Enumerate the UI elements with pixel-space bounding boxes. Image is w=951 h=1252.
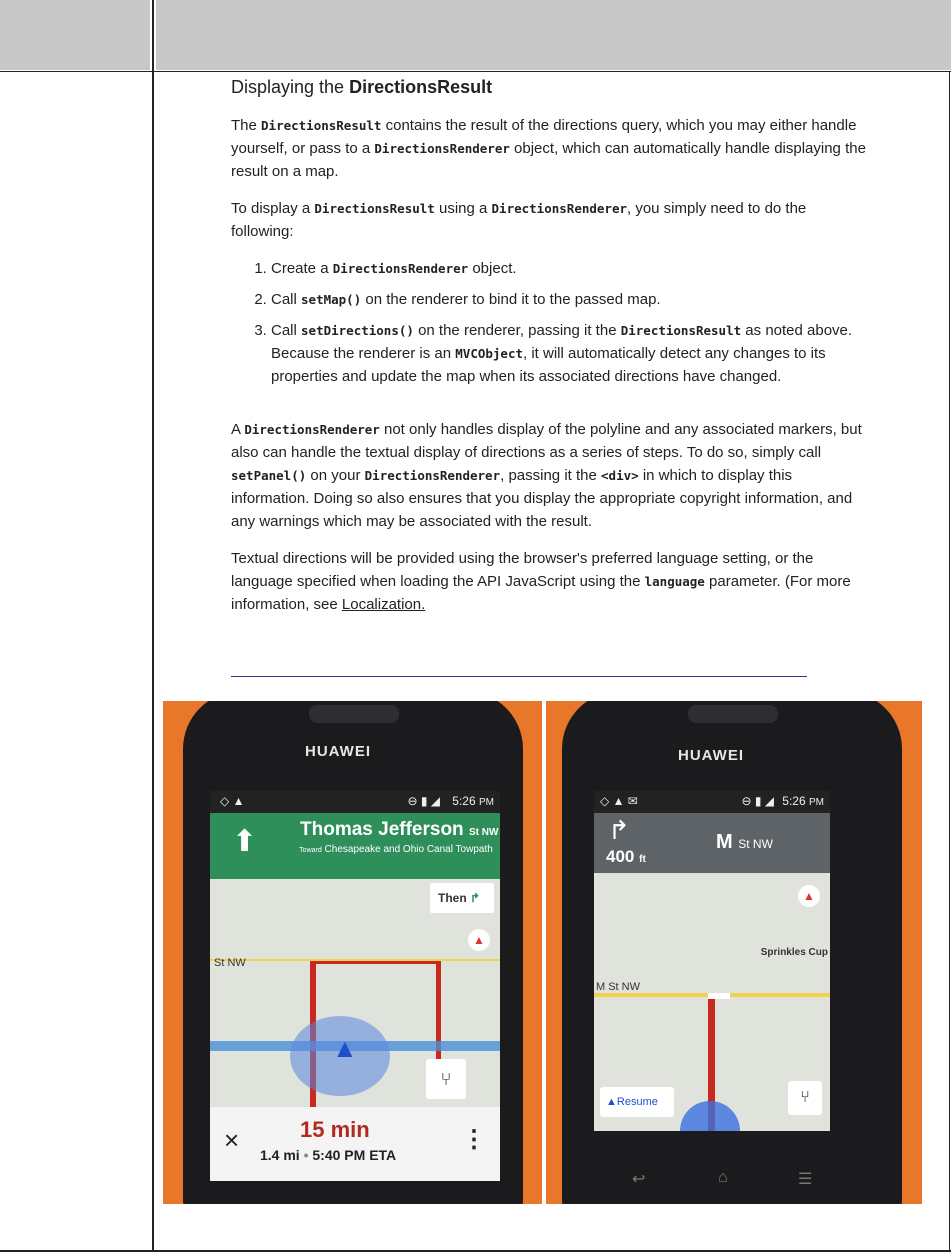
- text-run: on your: [306, 467, 365, 484]
- inline-code: DirectionsResult: [314, 201, 435, 216]
- inline-code: DirectionsRenderer: [374, 141, 510, 156]
- table-column-divider: [152, 0, 154, 1252]
- resume-button[interactable]: ▲Resume: [600, 1087, 674, 1117]
- step-item-3: [271, 319, 871, 388]
- status-time: 5:26 PM: [782, 794, 824, 808]
- text-run: in which to display this information. Doing so also ensures that you display the appropriate copyright information, and any warnings which may be associated with the result.: [231, 467, 853, 530]
- speaker-grille: [688, 705, 778, 723]
- poi-label: Sprinkles Cup: [760, 947, 828, 958]
- route-turn: [708, 993, 730, 999]
- phone-screen: [594, 791, 830, 1131]
- text-run: parameter. (For more information, see: [231, 573, 851, 613]
- step-item-2: [271, 288, 871, 311]
- compass-icon[interactable]: ▲: [468, 929, 490, 951]
- menu-icon[interactable]: ☰: [798, 1171, 813, 1188]
- separator-line: [231, 676, 807, 677]
- inline-code: language: [644, 574, 705, 589]
- text-run: , it will automatically detect any changes to its properties and update the map when its associated directions have changed.: [271, 345, 826, 385]
- table-header-cell-right: [156, 0, 951, 70]
- brand-logo: HUAWEI: [305, 743, 371, 760]
- table-row-divider: [0, 71, 951, 72]
- text-run: Call: [271, 322, 302, 339]
- road-yellow: [210, 959, 500, 961]
- compass-icon[interactable]: ▲: [798, 885, 820, 907]
- phone-photo-left: [163, 701, 542, 1204]
- turn-right-icon: ↱: [470, 891, 481, 905]
- heading-code-term: DirectionsResult: [349, 77, 493, 97]
- step-item-1: [271, 257, 871, 280]
- article-heading: Displaying the DirectionsResult: [231, 77, 493, 97]
- steps-list: [231, 257, 871, 388]
- phone-screen: [210, 791, 500, 1181]
- text-run: on the renderer to bind it to the passed map.: [361, 291, 661, 308]
- table-right-border: [949, 71, 950, 1252]
- article-excerpt: [231, 74, 871, 630]
- navigation-arrow-icon: ▲: [606, 1096, 617, 1108]
- navigation-arrow-icon: ▲: [332, 1033, 358, 1063]
- route-options-icon[interactable]: ⑂: [426, 1059, 466, 1099]
- paragraph-3: [231, 418, 871, 533]
- inline-code: DirectionsRenderer: [491, 201, 627, 216]
- text-run: Call: [271, 291, 302, 308]
- paragraph-2: [231, 197, 871, 243]
- location-accuracy-circle: [680, 1101, 740, 1131]
- inline-code: DirectionsResult: [261, 118, 382, 133]
- eta-minutes: 15 min: [300, 1117, 370, 1142]
- street-name: Thomas Jefferson St NW: [300, 819, 499, 840]
- inline-code: DirectionsRenderer: [244, 422, 380, 437]
- text-run: , you simply need to do the following:: [231, 200, 807, 240]
- toward-text: Toward Chesapeake and Ohio Canal Towpath: [299, 844, 493, 855]
- text-run: A: [231, 421, 245, 438]
- inline-code: DirectionsResult: [620, 323, 742, 338]
- phone-body: [562, 701, 902, 1204]
- arrow-up-icon: ⬆: [232, 825, 258, 858]
- trip-details: 1.4 mi • 5:40 PM ETA: [260, 1147, 397, 1163]
- street-name: M St NW: [716, 831, 773, 853]
- inline-code: DirectionsRenderer: [364, 468, 501, 483]
- distance-to-turn: 400 ft: [606, 847, 646, 866]
- close-icon[interactable]: ×: [224, 1125, 240, 1155]
- text-run: on the renderer, passing it the: [413, 322, 621, 339]
- table-header-cell-left: [0, 0, 150, 70]
- route-options-icon[interactable]: ⑂: [788, 1081, 822, 1115]
- home-icon[interactable]: ⌂: [718, 1169, 728, 1186]
- text-run: as noted above. Because the renderer is an: [271, 322, 853, 362]
- location-icon: ◇ ▲: [220, 794, 245, 808]
- navigation-banner: [594, 813, 830, 873]
- text-run: contains the result of the directions query, which you may either handle yourself, or pass to a: [231, 117, 857, 157]
- inline-code: setMap(): [301, 292, 362, 307]
- text-run: Create a: [271, 260, 333, 277]
- text-run: using a: [434, 200, 492, 217]
- then-turn-chip[interactable]: Then ↱: [430, 883, 494, 913]
- status-bar: [210, 791, 500, 813]
- signal-icons: ⊖ ▮ ◢: [407, 794, 440, 808]
- phone-body: [183, 701, 523, 1204]
- brand-logo: HUAWEI: [678, 747, 744, 764]
- text-run: object, which can automatically handle displaying the result on a map.: [231, 140, 866, 180]
- phone-photo-right: [546, 701, 922, 1204]
- signal-icons: ⊖ ▮ ◢: [741, 794, 774, 808]
- location-icon: ◇ ▲ ✉: [600, 794, 638, 808]
- inline-code: DirectionsRenderer: [332, 261, 469, 276]
- text-run: object.: [468, 260, 517, 277]
- text-run: The: [231, 117, 262, 134]
- speaker-grille: [309, 705, 399, 723]
- inline-code: <div>: [601, 468, 639, 483]
- localization-link[interactable]: Localization.: [341, 596, 426, 613]
- turn-right-icon: ↱: [608, 815, 630, 845]
- paragraph-4: [231, 547, 871, 616]
- status-bar: [594, 791, 830, 813]
- inline-code: MVCObject: [455, 346, 524, 361]
- inline-code: setPanel(): [231, 468, 307, 483]
- trip-summary-sheet: [210, 1107, 500, 1181]
- text-run: To display a: [231, 200, 315, 217]
- text-run: , passing it the: [500, 467, 602, 484]
- paragraph-1: [231, 114, 871, 183]
- navigation-banner: [210, 813, 500, 879]
- status-time: 5:26 PM: [452, 794, 494, 808]
- back-icon[interactable]: ↩: [632, 1171, 646, 1188]
- inline-code: setDirections(): [301, 323, 414, 338]
- map-street-label: M St NW: [596, 981, 640, 993]
- map-street-label: St NW: [214, 957, 246, 969]
- text-run: not only handles display of the polyline and any associated markers, but also can handle the textual display of directions as a series of steps. To do so, simply call: [231, 421, 862, 461]
- more-icon[interactable]: ⋮: [462, 1126, 486, 1153]
- text-run: Textual directions will be provided using the browser's preferred language setting, or the language specified when loading the API JavaScript using the: [231, 550, 814, 590]
